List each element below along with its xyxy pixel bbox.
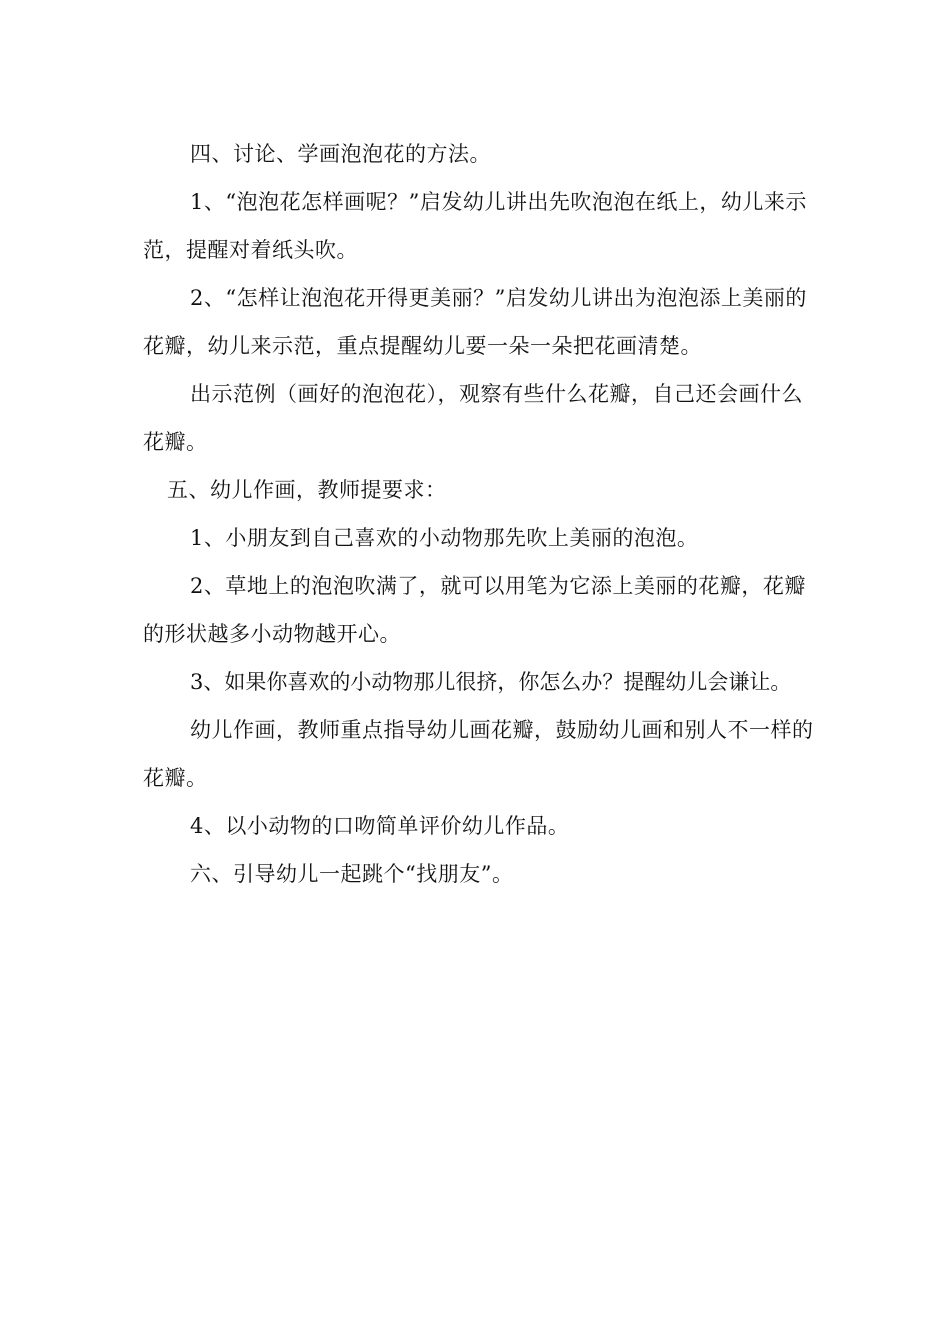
document-body (143, 130, 823, 898)
requirement-item-4: 4、以小动物的口吻简单评价幼儿作品。 (190, 814, 570, 838)
section-heading-4: 四、讨论、学画泡泡花的方法。 (190, 142, 491, 166)
requirement-item-1: 1、小朋友到自己喜欢的小动物那先吹上美丽的泡泡。 (190, 526, 699, 550)
paragraph-item-2: 2、“怎样让泡泡花开得更美丽？”启发幼儿讲出为泡泡添上美丽的花瓣，幼儿来示范，重点提醒幼儿要一朵一朵把花画清楚。 (143, 286, 807, 358)
section-heading-5: 五、幼儿作画，教师提要求： (167, 478, 447, 502)
requirement-item-2: 2、草地上的泡泡吹满了，就可以用笔为它添上美丽的花瓣，花瓣的形状越多小动物越开心。 (143, 574, 806, 646)
section-heading-6: 六、引导幼儿一起跳个“找朋友”。 (190, 862, 514, 886)
paragraph-item-1: 1、“泡泡花怎样画呢？”启发幼儿讲出先吹泡泡在纸上，幼儿来示范，提醒对着纸头吹。 (143, 190, 807, 262)
paragraph-guidance: 幼儿作画，教师重点指导幼儿画花瓣，鼓励幼儿画和别人不一样的花瓣。 (143, 718, 814, 790)
paragraph-example: 出示范例（画好的泡泡花），观察有些什么花瓣，自己还会画什么花瓣。 (143, 382, 803, 454)
requirement-item-3: 3、如果你喜欢的小动物那儿很挤，你怎么办？提醒幼儿会谦让。 (190, 670, 792, 694)
